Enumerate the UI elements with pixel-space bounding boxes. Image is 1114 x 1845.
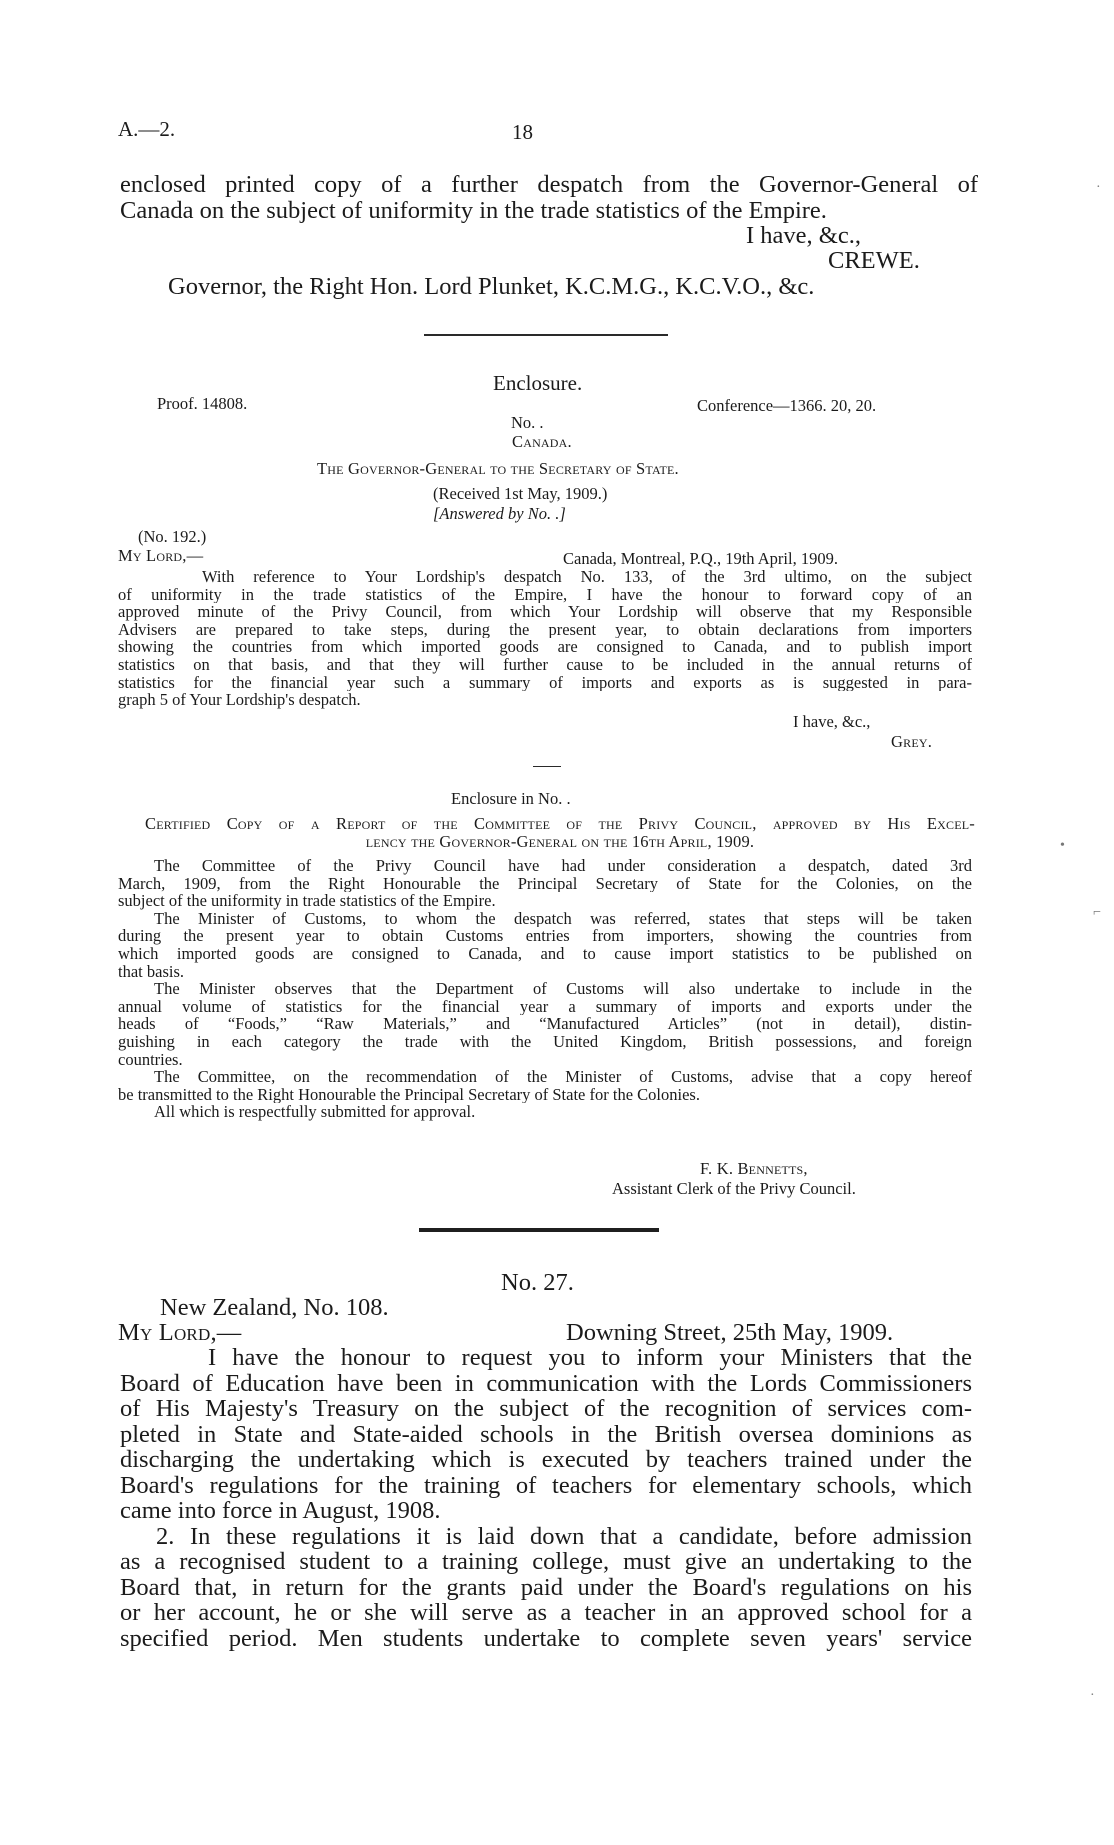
- report-line: The Committee, on the recommendation of the Minister of Customs, advise that a copy hereof: [154, 1068, 972, 1086]
- page-reference: A.—2.: [118, 117, 176, 141]
- despatch-line: I have the honour to request you to inform your Ministers that the: [208, 1345, 972, 1371]
- body-line: of uniformity in the trade statistics of the Empire, I have the honour to forward copy of an: [118, 585, 972, 604]
- scan-mark: ·: [1090, 1688, 1095, 1703]
- place-date: Canada, Montreal, P.Q., 19th April, 1909.: [563, 549, 838, 568]
- despatch-body: [120, 1345, 972, 1651]
- short-divider: [533, 766, 561, 767]
- body-line: statistics for the financial year such a summary of imports and exports as is suggested in para-: [118, 673, 972, 692]
- despatch-reference: New Zealand, No. 108.: [160, 1294, 389, 1321]
- despatch-line: discharging the undertaking which is executed by teachers trained under the: [120, 1447, 972, 1473]
- report-line: The Minister observes that the Department of Customs will also undertake to include in the: [154, 980, 972, 998]
- scan-mark: ·: [1096, 180, 1101, 195]
- despatch-salutation: My Lord,—: [118, 1319, 242, 1346]
- conference-note: Conference—1366. 20, 20.: [697, 396, 877, 415]
- report-line: The Committee of the Privy Council have had under consideration a despatch, dated 3rd: [154, 857, 972, 875]
- enclosure-body: [118, 568, 972, 709]
- report-line: countries.: [118, 1050, 183, 1069]
- proof-note: Proof. 14808.: [157, 394, 248, 413]
- report-line: during the present year to obtain Customs entries from importers, showing the countries from: [118, 927, 972, 945]
- despatch-line: pleted in State and State-aided schools in the British oversea dominions as: [120, 1421, 972, 1447]
- despatch-line: as a recognised student to a training college, must give an undertaking to the: [120, 1549, 972, 1575]
- answered-note: [Answered by No. .]: [433, 504, 566, 523]
- report-line: subject of the uniformity in trade statistics of the Empire.: [118, 892, 496, 910]
- despatch-heading: No. 27.: [501, 1269, 574, 1296]
- salutation: My Lord,—: [118, 546, 204, 565]
- despatch-line: came into force in August, 1908.: [120, 1498, 441, 1524]
- received-date: (Received 1st May, 1909.): [433, 484, 608, 503]
- report-line: guishing in each category the trade with the United Kingdom, British possessions, and foreign: [118, 1032, 972, 1051]
- report-line: heads of “Foods,” “Raw Materials,” and “Manufactured Articles” (not in detail), distin-: [118, 1015, 972, 1033]
- despatch-place-date: Downing Street, 25th May, 1909.: [566, 1319, 894, 1346]
- report-line: March, 1909, from the Right Honourable the Principal Secretary of State for the Colonies, on the: [118, 874, 972, 893]
- despatch-no: (No. 192.): [138, 527, 207, 546]
- despatch-number: No. .: [511, 413, 544, 432]
- report-line: All which is respectfully submitted for approval.: [154, 1103, 476, 1121]
- despatch-line: specified period. Men students undertake to complete seven years' service: [120, 1625, 972, 1651]
- scan-mark: •: [1060, 838, 1065, 853]
- enclosure-signature: Grey.: [891, 732, 933, 751]
- signer-name: F. K. Bennetts,: [700, 1159, 808, 1178]
- country-heading: Canada.: [512, 432, 572, 451]
- report-line: that basis.: [118, 962, 184, 981]
- despatch-line: 2. In these regulations it is laid down that a candidate, before admission: [156, 1523, 972, 1549]
- report-title-line: lency the Governor-General on the 16th April, 1909.: [365, 832, 755, 851]
- body-line: showing the countries from which imported goods are consigned to Canada, and to publish import: [118, 638, 972, 656]
- body-line: With reference to Your Lordship's despatch No. 133, of the 3rd ultimo, on the subject: [202, 568, 972, 586]
- opening-closing: I have, &c.,: [746, 222, 861, 249]
- report-title: [145, 815, 975, 850]
- enclosure-heading: Enclosure.: [493, 371, 583, 395]
- report-line: be transmitted to the Right Honourable the Principal Secretary of State for the Colonies.: [118, 1085, 700, 1104]
- opening-addressee: Governor, the Right Hon. Lord Plunket, K.C.M.G., K.C.V.O., &c.: [168, 273, 815, 300]
- section-divider: [424, 334, 668, 336]
- enclosure-in-heading: Enclosure in No. .: [451, 789, 571, 808]
- despatch-line: of His Majesty's Treasury on the subject of the recognition of services com-: [120, 1396, 972, 1422]
- signer-title: Assistant Clerk of the Privy Council.: [612, 1179, 856, 1198]
- despatch-route: The Governor-General to the Secretary of State.: [317, 459, 679, 478]
- enclosure-closing: I have, &c.,: [793, 712, 871, 731]
- opening-line: Canada on the subject of uniformity in the trade statistics of the Empire.: [120, 197, 827, 223]
- report-line: The Minister of Customs, to whom the despatch was referred, states that steps will be taken: [154, 909, 972, 928]
- report-line: annual volume of statistics for the financial year a summary of imports and exports under the: [118, 997, 972, 1016]
- thick-divider: [419, 1228, 659, 1232]
- body-line: approved minute of the Privy Council, from which Your Lordship will observe that my Responsible: [118, 603, 972, 621]
- despatch-line: Board of Education have been in communication with the Lords Commissioners: [120, 1370, 972, 1396]
- scan-mark: ⌐: [1093, 905, 1101, 920]
- opening-line: enclosed printed copy of a further despatch from the Governor-General of: [120, 172, 978, 198]
- page-number: 18: [512, 120, 533, 144]
- body-line: Advisers are prepared to take steps, during the present year, to obtain declarations from importers: [118, 620, 972, 639]
- despatch-line: Board's regulations for the training of teachers for elementary schools, which: [120, 1472, 972, 1498]
- opening-signature: CREWE.: [828, 247, 920, 274]
- body-line: graph 5 of Your Lordship's despatch.: [118, 691, 361, 709]
- despatch-line: Board that, in return for the grants paid under the Board's regulations on his: [120, 1574, 972, 1600]
- opening-paragraph: [120, 172, 978, 223]
- despatch-line: or her account, he or she will serve as a teacher in an approved school for a: [120, 1600, 972, 1626]
- report-line: which imported goods are consigned to Canada, and to cause import statistics to be published on: [118, 944, 972, 963]
- body-line: statistics on that basis, and that they will further cause to be included in the annual returns of: [118, 655, 972, 674]
- report-title-line: Certified Copy of a Report of the Committee of the Privy Council, approved by His Excel-: [145, 815, 975, 833]
- report-body: [118, 857, 972, 1121]
